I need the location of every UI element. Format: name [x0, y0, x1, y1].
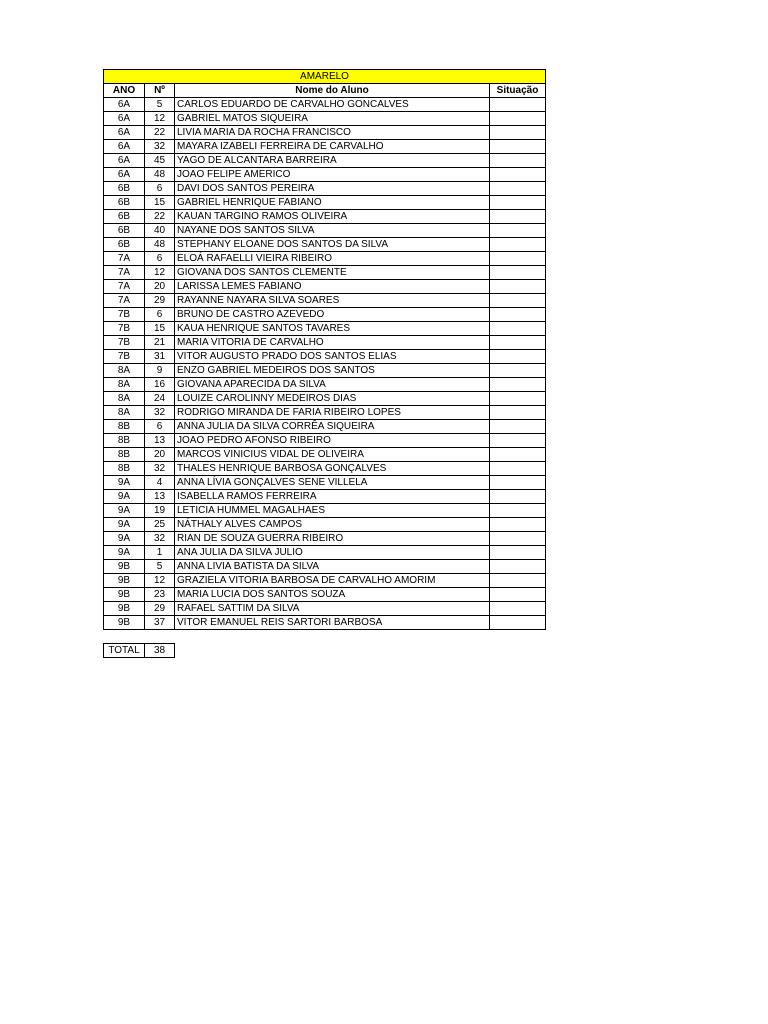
- table-row: [104, 168, 546, 182]
- cell-ano: 8A: [104, 406, 145, 420]
- cell-num: 6: [145, 182, 175, 196]
- table-row: [104, 140, 546, 154]
- cell-nome: LIVIA MARIA DA ROCHA FRANCISCO: [175, 126, 490, 140]
- cell-nome: GIOVANA APARECIDA DA SILVA: [175, 378, 490, 392]
- cell-ano: 9B: [104, 588, 145, 602]
- cell-num: 5: [145, 560, 175, 574]
- cell-situacao: [490, 210, 546, 224]
- cell-ano: 6A: [104, 98, 145, 112]
- cell-ano: 7B: [104, 308, 145, 322]
- cell-nome: CARLOS EDUARDO DE CARVALHO GONCALVES: [175, 98, 490, 112]
- cell-situacao: [490, 546, 546, 560]
- cell-nome: RAFAEL SATTIM DA SILVA: [175, 602, 490, 616]
- cell-nome: JOAO PEDRO AFONSO RIBEIRO: [175, 434, 490, 448]
- table-row: [104, 406, 546, 420]
- cell-situacao: [490, 350, 546, 364]
- cell-situacao: [490, 532, 546, 546]
- cell-nome: GRAZIELA VITORIA BARBOSA DE CARVALHO AMORIM: [175, 574, 490, 588]
- cell-ano: 8B: [104, 434, 145, 448]
- table-row: [104, 602, 546, 616]
- cell-num: 22: [145, 210, 175, 224]
- table-row: [104, 574, 546, 588]
- header-situacao: Situação: [490, 84, 546, 98]
- cell-nome: RIAN DE SOUZA GUERRA RIBEIRO: [175, 532, 490, 546]
- cell-situacao: [490, 448, 546, 462]
- cell-num: 4: [145, 476, 175, 490]
- cell-ano: 7A: [104, 252, 145, 266]
- cell-situacao: [490, 336, 546, 350]
- cell-ano: 6A: [104, 168, 145, 182]
- cell-num: 31: [145, 350, 175, 364]
- cell-num: 19: [145, 504, 175, 518]
- cell-situacao: [490, 266, 546, 280]
- cell-nome: RODRIGO MIRANDA DE FARIA RIBEIRO LOPES: [175, 406, 490, 420]
- cell-ano: 9B: [104, 560, 145, 574]
- cell-num: 23: [145, 588, 175, 602]
- cell-num: 20: [145, 280, 175, 294]
- cell-num: 32: [145, 532, 175, 546]
- cell-num: 22: [145, 126, 175, 140]
- table-row: [104, 182, 546, 196]
- table-row: [104, 490, 546, 504]
- cell-situacao: [490, 224, 546, 238]
- cell-ano: 9A: [104, 518, 145, 532]
- cell-situacao: [490, 434, 546, 448]
- cell-num: 6: [145, 308, 175, 322]
- cell-situacao: [490, 126, 546, 140]
- table-row: [104, 112, 546, 126]
- cell-situacao: [490, 364, 546, 378]
- table-row: [104, 252, 546, 266]
- cell-num: 16: [145, 378, 175, 392]
- cell-num: 29: [145, 602, 175, 616]
- cell-situacao: [490, 560, 546, 574]
- cell-num: 45: [145, 154, 175, 168]
- cell-nome: ANNA LIVIA BATISTA DA SILVA: [175, 560, 490, 574]
- cell-nome: KAUA HENRIQUE SANTOS TAVARES: [175, 322, 490, 336]
- cell-nome: LOUIZE CAROLINNY MEDEIROS DIAS: [175, 392, 490, 406]
- cell-num: 12: [145, 112, 175, 126]
- table-row: [104, 224, 546, 238]
- cell-ano: 7B: [104, 336, 145, 350]
- header-row: [104, 84, 546, 98]
- cell-ano: 6A: [104, 126, 145, 140]
- cell-ano: 6A: [104, 154, 145, 168]
- table-row: [104, 308, 546, 322]
- header-num: Nº: [145, 84, 175, 98]
- cell-nome: KAUAN TARGINO RAMOS OLIVEIRA: [175, 210, 490, 224]
- cell-situacao: [490, 196, 546, 210]
- cell-nome: MARIA VITORIA DE CARVALHO: [175, 336, 490, 350]
- cell-num: 15: [145, 322, 175, 336]
- cell-num: 15: [145, 196, 175, 210]
- table-row: [104, 392, 546, 406]
- table-row: [104, 420, 546, 434]
- cell-ano: 8B: [104, 448, 145, 462]
- cell-nome: MARCOS VINICIUS VIDAL DE OLIVEIRA: [175, 448, 490, 462]
- cell-num: 6: [145, 252, 175, 266]
- cell-situacao: [490, 322, 546, 336]
- cell-situacao: [490, 112, 546, 126]
- cell-nome: VITOR AUGUSTO PRADO DOS SANTOS ELIAS: [175, 350, 490, 364]
- cell-ano: 7A: [104, 266, 145, 280]
- cell-situacao: [490, 294, 546, 308]
- cell-situacao: [490, 154, 546, 168]
- cell-num: 13: [145, 490, 175, 504]
- cell-num: 21: [145, 336, 175, 350]
- cell-situacao: [490, 462, 546, 476]
- cell-situacao: [490, 602, 546, 616]
- cell-nome: ENZO GABRIEL MEDEIROS DOS SANTOS: [175, 364, 490, 378]
- cell-num: 48: [145, 238, 175, 252]
- total-value: 38: [145, 644, 175, 658]
- cell-num: 25: [145, 518, 175, 532]
- cell-situacao: [490, 98, 546, 112]
- table-row: [104, 196, 546, 210]
- cell-num: 12: [145, 266, 175, 280]
- table-row: [104, 126, 546, 140]
- cell-nome: NAYANE DOS SANTOS SILVA: [175, 224, 490, 238]
- table-row: [104, 266, 546, 280]
- cell-num: 5: [145, 98, 175, 112]
- cell-num: 40: [145, 224, 175, 238]
- cell-situacao: [490, 378, 546, 392]
- student-list-table: [103, 69, 546, 630]
- cell-situacao: [490, 252, 546, 266]
- cell-ano: 8B: [104, 420, 145, 434]
- cell-nome: ANNA JULIA DA SILVA CORRÊA SIQUEIRA: [175, 420, 490, 434]
- cell-ano: 8A: [104, 378, 145, 392]
- table-row: [104, 322, 546, 336]
- cell-situacao: [490, 168, 546, 182]
- cell-situacao: [490, 392, 546, 406]
- cell-ano: 8A: [104, 364, 145, 378]
- cell-ano: 9A: [104, 504, 145, 518]
- cell-num: 48: [145, 168, 175, 182]
- cell-ano: 6B: [104, 210, 145, 224]
- cell-num: 29: [145, 294, 175, 308]
- cell-nome: NÁTHALY ALVES CAMPOS: [175, 518, 490, 532]
- cell-nome: THALES HENRIQUE BARBOSA GONÇALVES: [175, 462, 490, 476]
- cell-ano: 7B: [104, 322, 145, 336]
- total-row: [104, 644, 175, 658]
- table-row: [104, 238, 546, 252]
- cell-num: 32: [145, 462, 175, 476]
- table-row: [104, 378, 546, 392]
- cell-ano: 6B: [104, 238, 145, 252]
- total-table: [103, 643, 175, 658]
- cell-situacao: [490, 518, 546, 532]
- cell-ano: 9A: [104, 490, 145, 504]
- header-ano: ANO: [104, 84, 145, 98]
- cell-situacao: [490, 574, 546, 588]
- cell-ano: 7B: [104, 350, 145, 364]
- cell-num: 32: [145, 406, 175, 420]
- cell-situacao: [490, 420, 546, 434]
- cell-situacao: [490, 476, 546, 490]
- banner-row: [104, 70, 546, 84]
- cell-situacao: [490, 490, 546, 504]
- cell-situacao: [490, 182, 546, 196]
- table-row: [104, 616, 546, 630]
- cell-nome: ANNA LÍVIA GONÇALVES SENE VILLELA: [175, 476, 490, 490]
- table-row: [104, 476, 546, 490]
- cell-nome: DAVI DOS SANTOS PEREIRA: [175, 182, 490, 196]
- cell-ano: 8B: [104, 462, 145, 476]
- total-label: TOTAL: [104, 644, 145, 658]
- cell-num: 32: [145, 140, 175, 154]
- cell-nome: ANA JULIA DA SILVA JULIO: [175, 546, 490, 560]
- table-row: [104, 532, 546, 546]
- table-row: [104, 98, 546, 112]
- table-row: [104, 560, 546, 574]
- cell-situacao: [490, 238, 546, 252]
- cell-num: 6: [145, 420, 175, 434]
- cell-num: 1: [145, 546, 175, 560]
- group-banner: AMARELO: [104, 70, 546, 84]
- cell-num: 13: [145, 434, 175, 448]
- cell-ano: 9B: [104, 574, 145, 588]
- table-row: [104, 350, 546, 364]
- cell-nome: LETICIA HUMMEL MAGALHAES: [175, 504, 490, 518]
- cell-ano: 6B: [104, 224, 145, 238]
- cell-nome: VITOR EMANUEL REIS SARTORI BARBOSA: [175, 616, 490, 630]
- cell-ano: 7A: [104, 294, 145, 308]
- cell-situacao: [490, 504, 546, 518]
- cell-ano: 9B: [104, 616, 145, 630]
- cell-nome: GABRIEL MATOS SIQUEIRA: [175, 112, 490, 126]
- cell-ano: 8A: [104, 392, 145, 406]
- cell-ano: 9B: [104, 602, 145, 616]
- header-nome: Nome do Aluno: [175, 84, 490, 98]
- cell-ano: 6B: [104, 196, 145, 210]
- cell-situacao: [490, 140, 546, 154]
- cell-situacao: [490, 616, 546, 630]
- cell-ano: 7A: [104, 280, 145, 294]
- cell-nome: GABRIEL HENRIQUE FABIANO: [175, 196, 490, 210]
- cell-nome: ISABELLA RAMOS FERREIRA: [175, 490, 490, 504]
- cell-situacao: [490, 406, 546, 420]
- cell-nome: RAYANNE NAYARA SILVA SOARES: [175, 294, 490, 308]
- table-row: [104, 336, 546, 350]
- cell-nome: YAGO DE ALCANTARA BARREIRA: [175, 154, 490, 168]
- table-row: [104, 518, 546, 532]
- cell-ano: 6A: [104, 140, 145, 154]
- cell-nome: LARISSA LEMES FABIANO: [175, 280, 490, 294]
- table-row: [104, 210, 546, 224]
- cell-ano: 6A: [104, 112, 145, 126]
- table-row: [104, 280, 546, 294]
- table-row: [104, 462, 546, 476]
- table-row: [104, 294, 546, 308]
- cell-ano: 9A: [104, 546, 145, 560]
- cell-num: 20: [145, 448, 175, 462]
- cell-num: 9: [145, 364, 175, 378]
- table-row: [104, 504, 546, 518]
- cell-ano: 9A: [104, 476, 145, 490]
- cell-situacao: [490, 280, 546, 294]
- table-row: [104, 448, 546, 462]
- cell-ano: 9A: [104, 532, 145, 546]
- table-row: [104, 154, 546, 168]
- table-row: [104, 588, 546, 602]
- cell-nome: ELOÁ RAFAELLI VIEIRA RIBEIRO: [175, 252, 490, 266]
- cell-nome: GIOVANA DOS SANTOS CLEMENTE: [175, 266, 490, 280]
- table-row: [104, 546, 546, 560]
- cell-situacao: [490, 308, 546, 322]
- cell-ano: 6B: [104, 182, 145, 196]
- cell-nome: MAYARA IZABELI FERREIRA DE CARVALHO: [175, 140, 490, 154]
- cell-nome: BRUNO DE CASTRO AZEVEDO: [175, 308, 490, 322]
- table-row: [104, 434, 546, 448]
- cell-situacao: [490, 588, 546, 602]
- table-row: [104, 364, 546, 378]
- cell-nome: JOAO FELIPE AMERICO: [175, 168, 490, 182]
- cell-num: 24: [145, 392, 175, 406]
- cell-nome: MARIA LUCIA DOS SANTOS SOUZA: [175, 588, 490, 602]
- cell-num: 37: [145, 616, 175, 630]
- cell-num: 12: [145, 574, 175, 588]
- cell-nome: STEPHANY ELOANE DOS SANTOS DA SILVA: [175, 238, 490, 252]
